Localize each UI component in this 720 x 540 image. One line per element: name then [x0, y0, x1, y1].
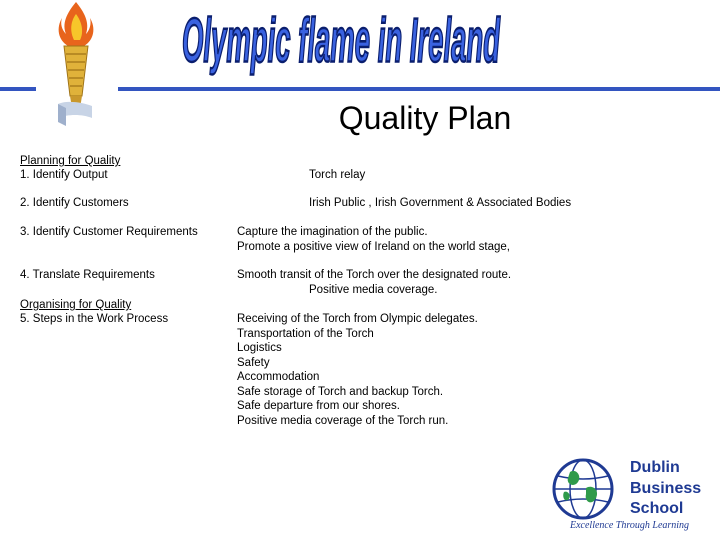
page-title: Quality Plan — [338, 100, 512, 136]
globe-logo-icon — [552, 458, 614, 520]
planning-heading: Planning for Quality — [20, 155, 121, 167]
step-item: Positive media coverage of the Torch run. — [237, 414, 449, 427]
logo-line-2: Business — [630, 479, 702, 497]
planning-value-4b: Positive media coverage. — [309, 283, 438, 296]
planning-label-3: 3. Identify Customer Requirements — [20, 226, 198, 238]
step-item: Safe departure from our shores. — [237, 400, 400, 412]
step-item: Transportation of the Torch — [237, 327, 374, 340]
organising-heading: Organising for Quality — [20, 299, 132, 311]
step-item: Logistics — [237, 342, 282, 354]
step-item: Safe storage of Torch and backup Torch. — [237, 385, 444, 398]
planning-label-4: 4. Translate Requirements — [20, 269, 155, 281]
header-rule-right — [118, 87, 720, 91]
organising-label: 5. Steps in the Work Process — [20, 313, 169, 325]
planning-value-1: Torch relay — [309, 169, 366, 181]
header-rule-left — [0, 87, 36, 91]
planning-value-2: Irish Public , Irish Government & Associated Bodies — [309, 197, 572, 209]
olympic-flame-banner — [176, 4, 506, 80]
step-item: Safety — [237, 356, 270, 369]
step-item: Accommodation — [237, 371, 320, 383]
planning-label-1: 1. Identify Output — [20, 169, 108, 181]
logo-tagline: Excellence Through Learning — [570, 520, 690, 531]
step-item: Receiving of the Torch from Olympic delegates. — [237, 313, 478, 325]
logo-wordmark — [630, 458, 701, 520]
planning-value-4a: Smooth transit of the Torch over the designated route. — [237, 269, 512, 281]
planning-value-3a: Capture the imagination of the public. — [237, 226, 428, 238]
planning-label-2: 2. Identify Customers — [20, 197, 129, 209]
planning-value-3b: Promote a positive view of Ireland on the world stage, — [237, 240, 510, 253]
logo-line-1: Dublin — [630, 459, 680, 476]
logo-line-3: School — [630, 500, 684, 517]
svg-text:Olympic flame in Ireland: Olympic flame in Ireland — [182, 5, 501, 75]
